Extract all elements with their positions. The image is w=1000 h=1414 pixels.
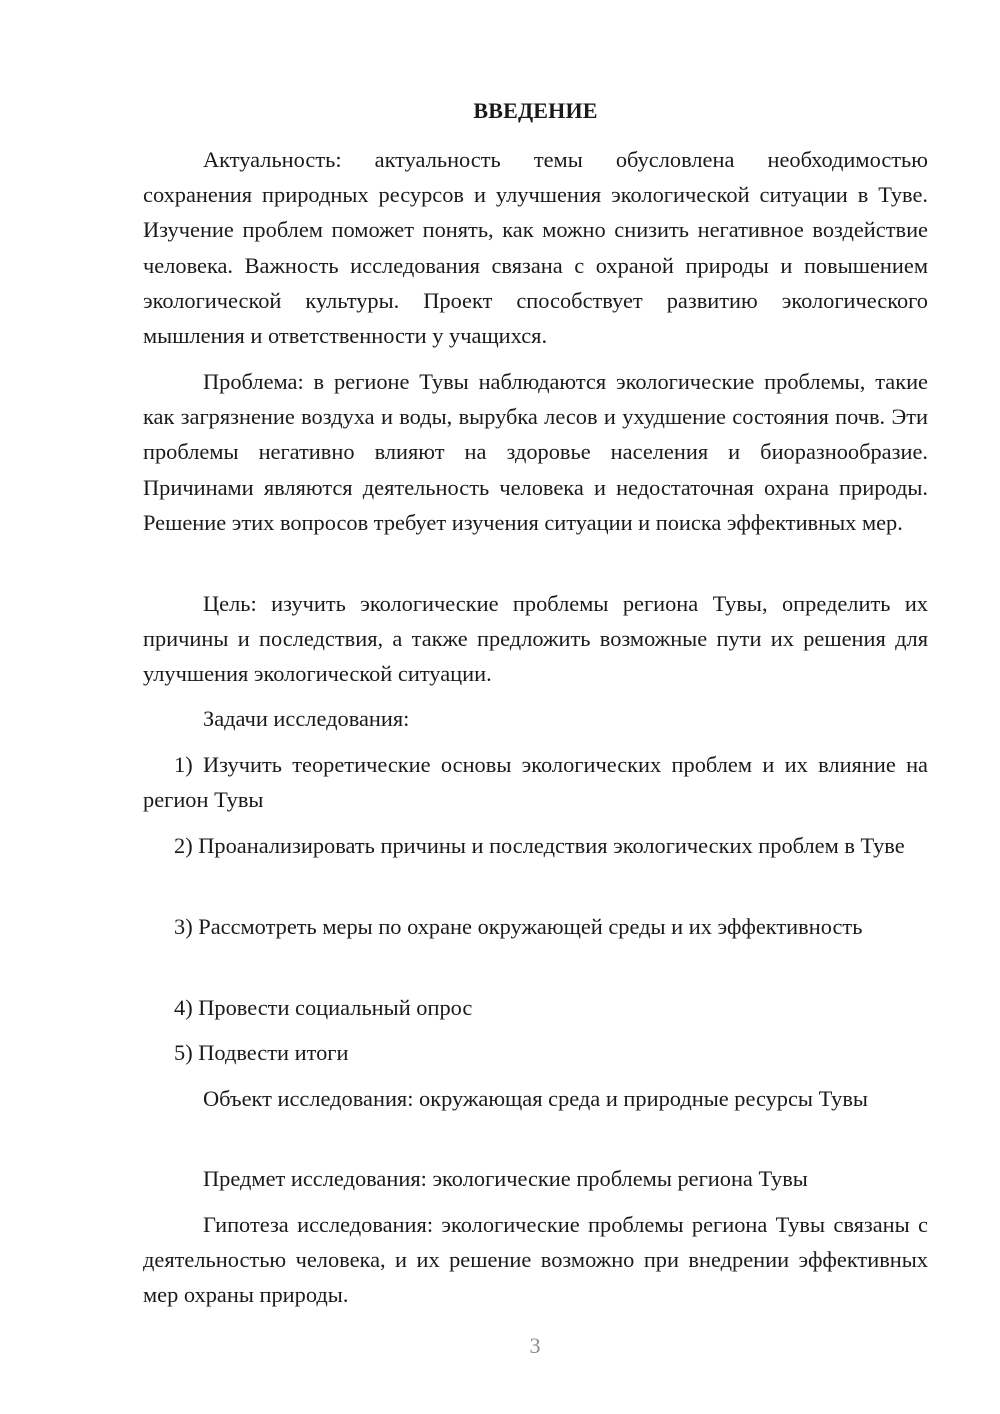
paragraph-relevance: Актуальность: актуальность темы обусловлена необходимостью сохранения природных ресурсов и улучшения экологической ситуации в Туве. Изучение проблем поможет понять, как можно снизить негативное воздействие человека. Важность исследования связана с охраной природы и повышением экологической культуры. Проект способствует развитию экологического мышления и ответственности у учащихся. [143, 147, 928, 349]
paragraph-subject: Предмет исследования: экологические проблемы региона Тувы [203, 1166, 808, 1191]
paragraph-object: Объект исследования: окружающая среда и природные ресурсы Тувы [203, 1086, 868, 1111]
page-title: ВВЕДЕНИЕ [473, 98, 598, 123]
task-item-4: 4) Провести социальный опрос [174, 995, 473, 1020]
paragraph-goal: Цель: изучить экологические проблемы региона Тувы, определить их причины и последствия, а также предложить возможные пути их решения для улучшения экологической ситуации. [143, 591, 928, 687]
paragraph-problem: Проблема: в регионе Тувы наблюдаются экологические проблемы, такие как загрязнение воздуха и воды, вырубка лесов и ухудшение состояния почв. Эти проблемы негативно влияют на здоровье населения и биоразнообразие. Причинами являются деятельность человека и недостаточная охрана природы. Решение этих вопросов требует изучения ситуации и поиска эффективных мер. [143, 369, 928, 535]
page-number: 3 [529, 1333, 541, 1358]
tasks-heading: Задачи исследования: [203, 706, 410, 731]
paragraph-hypothesis: Гипотеза исследования: экологические проблемы региона Тувы связаны с деятельностью человека, и их решение возможно при внедрении эффективных мер охраны природы. [143, 1212, 928, 1308]
task-item-1: 1) Изучить теоретические основы экологических проблем и их влияние на регион Тувы [143, 752, 928, 813]
task-item-5: 5) Подвести итоги [174, 1040, 349, 1065]
task-item-2: 2) Проанализировать причины и последствия экологических проблем в Туве [174, 833, 905, 858]
task-item-3: 3) Рассмотреть меры по охране окружающей среды и их эффективность [174, 914, 863, 939]
